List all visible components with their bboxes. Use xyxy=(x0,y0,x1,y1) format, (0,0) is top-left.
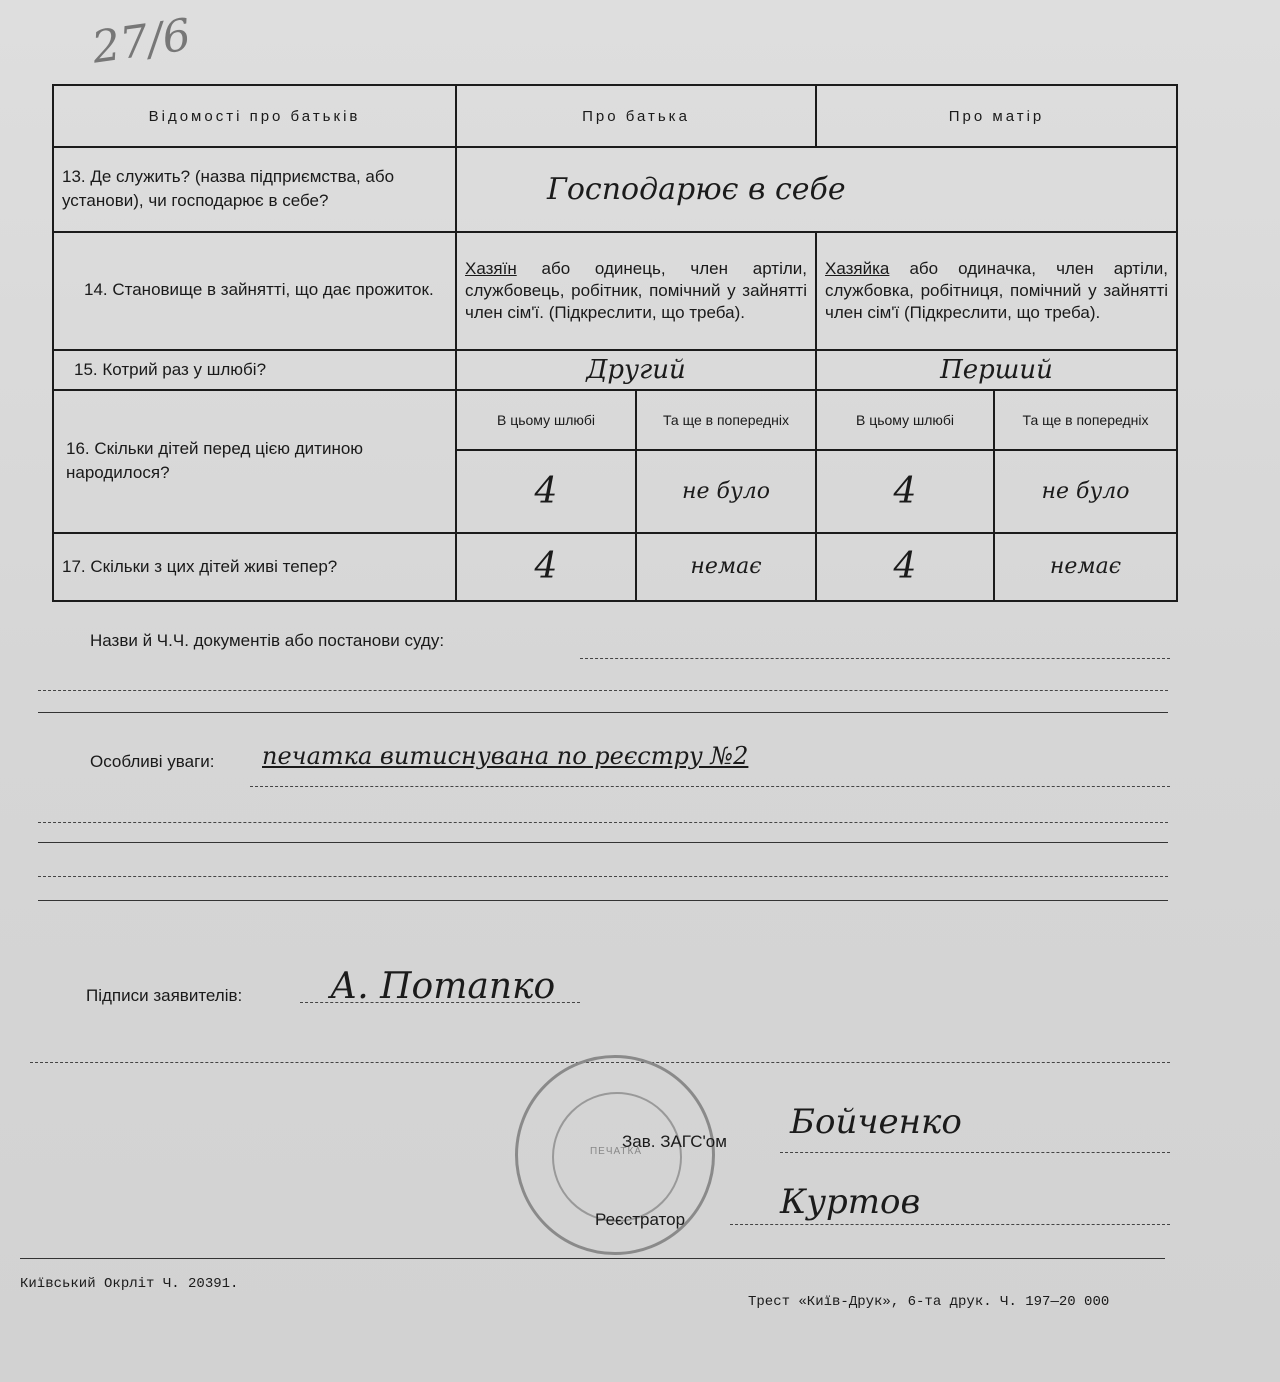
q16-mother-prev: не було xyxy=(994,450,1177,532)
q16-father-prev: не було xyxy=(636,450,816,532)
header-father: Про батька xyxy=(456,85,816,147)
documents-field-line xyxy=(580,658,1170,659)
remarks-label: Особливі уваги: xyxy=(90,752,215,771)
signature-line xyxy=(300,1002,580,1003)
header-info: Відомості про батьків xyxy=(53,85,456,147)
remarks-line-3 xyxy=(38,876,1168,877)
parents-info-table xyxy=(52,84,1178,602)
row-17 xyxy=(53,533,1177,601)
documents-line-2 xyxy=(38,690,1168,691)
subheader-father-prev: Та ще в попередніх xyxy=(636,390,816,450)
seal-text: ПЕЧАТКА xyxy=(589,1146,642,1157)
q17-father-prev: немає xyxy=(636,533,816,601)
remarks-rule-2 xyxy=(38,900,1168,901)
question-13: 13. Де служить? (назва підприємства, або установи), чи господарює в себе? xyxy=(53,147,456,231)
footer-rule xyxy=(20,1258,1165,1259)
subheader-row xyxy=(53,390,1177,450)
pencil-note: 27/6 xyxy=(88,9,194,74)
mother-underlined-option: Хазяйка xyxy=(825,258,890,278)
registrar-sign-line xyxy=(730,1224,1170,1225)
applicant-signature: А. Потапко xyxy=(330,966,556,1007)
mother-marriage-count: Перший xyxy=(816,350,1177,390)
remarks-rule xyxy=(38,842,1168,843)
head-label: Зав. ЗАГС'ом xyxy=(622,1132,727,1151)
documents-rule xyxy=(38,712,1168,713)
q17-mother-this: 4 xyxy=(816,533,994,601)
remarks-value: печатка витиснувана по реєстру №2 xyxy=(262,742,749,770)
question-15: 15. Котрий раз у шлюбі? xyxy=(53,350,456,390)
footer-left: Київський Окрліт Ч. 20391. xyxy=(20,1276,239,1292)
father-underlined-option: Хазяїн xyxy=(465,258,517,278)
row-13 xyxy=(53,147,1177,231)
question-14: 14. Становище в зайнятті, що дає прожиток. xyxy=(53,232,456,350)
table-header-row xyxy=(53,85,1177,147)
father-marriage-count: Другий xyxy=(456,350,816,390)
question-17: 17. Скільки з цих дітей живі тепер? xyxy=(53,533,456,601)
q16-father-this: 4 xyxy=(456,450,636,532)
registrar-signature: Куртов xyxy=(780,1182,921,1222)
subheader-mother-this: В цьому шлюбі xyxy=(816,390,994,450)
head-sign-line xyxy=(780,1152,1170,1153)
documents-label: Назви й Ч.Ч. документів або постанови суду: xyxy=(90,631,445,650)
father-employment-options xyxy=(456,232,816,350)
footer-right: Трест «Київ-Друк», 6-та друк. Ч. 197—20 000 xyxy=(748,1294,1110,1310)
question-16: 16. Скільки дітей перед цією дитиною народилося? xyxy=(53,390,456,533)
q17-mother-prev: немає xyxy=(994,533,1177,601)
answer-13: Господарює в себе xyxy=(456,147,1177,231)
remarks-line-2 xyxy=(38,822,1168,823)
q16-mother-this: 4 xyxy=(816,450,994,532)
remarks-field-line xyxy=(250,786,1170,787)
subheader-father-this: В цьому шлюбі xyxy=(456,390,636,450)
head-signature: Бойченко xyxy=(790,1102,962,1142)
q17-father-this: 4 xyxy=(456,533,636,601)
mother-options-text: або одиначка, член артіли, службовка, робітниця, помічний у зайнятті член сім'ї (Підкреслити, що треба). xyxy=(825,258,1169,322)
registrar-label: Реєстратор xyxy=(595,1210,686,1229)
mother-employment-options xyxy=(816,232,1177,350)
header-mother: Про матір xyxy=(816,85,1177,147)
row-15 xyxy=(53,350,1177,390)
row-14 xyxy=(53,232,1177,350)
father-options-text: або одинець, член артіли, службовець, робітник, помічний у зайнятті член сім'ї. (Підкреслити, що треба). xyxy=(465,258,807,322)
signatures-label: Підписи заявителів: xyxy=(86,986,243,1005)
subheader-mother-prev: Та ще в попередніх xyxy=(994,390,1177,450)
